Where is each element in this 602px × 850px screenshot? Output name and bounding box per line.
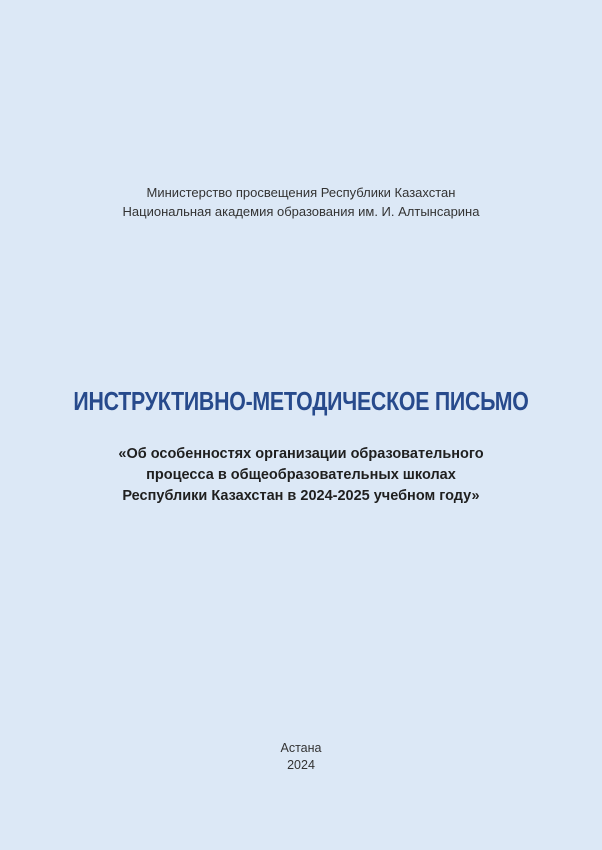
footer-block: [0, 740, 602, 774]
year-label: 2024: [287, 758, 315, 772]
document-title: ИНСТРУКТИВНО-МЕТОДИЧЕСКОЕ ПИСЬМО: [73, 386, 529, 416]
ministry-name: Министерство просвещения Республики Казахстан: [146, 185, 456, 200]
subtitle-line: Республики Казахстан в 2024-2025 учебном году»: [122, 488, 480, 504]
subtitle-line: процесса в общеобразовательных школах: [146, 467, 456, 483]
document-subtitle: [0, 444, 602, 507]
academy-name: Национальная академия образования им. И. Алтынсарина: [122, 204, 480, 219]
subtitle-line: «Об особенностях организации образовательного: [118, 446, 484, 462]
organization-block: [0, 183, 602, 221]
city-label: Астана: [280, 741, 322, 755]
